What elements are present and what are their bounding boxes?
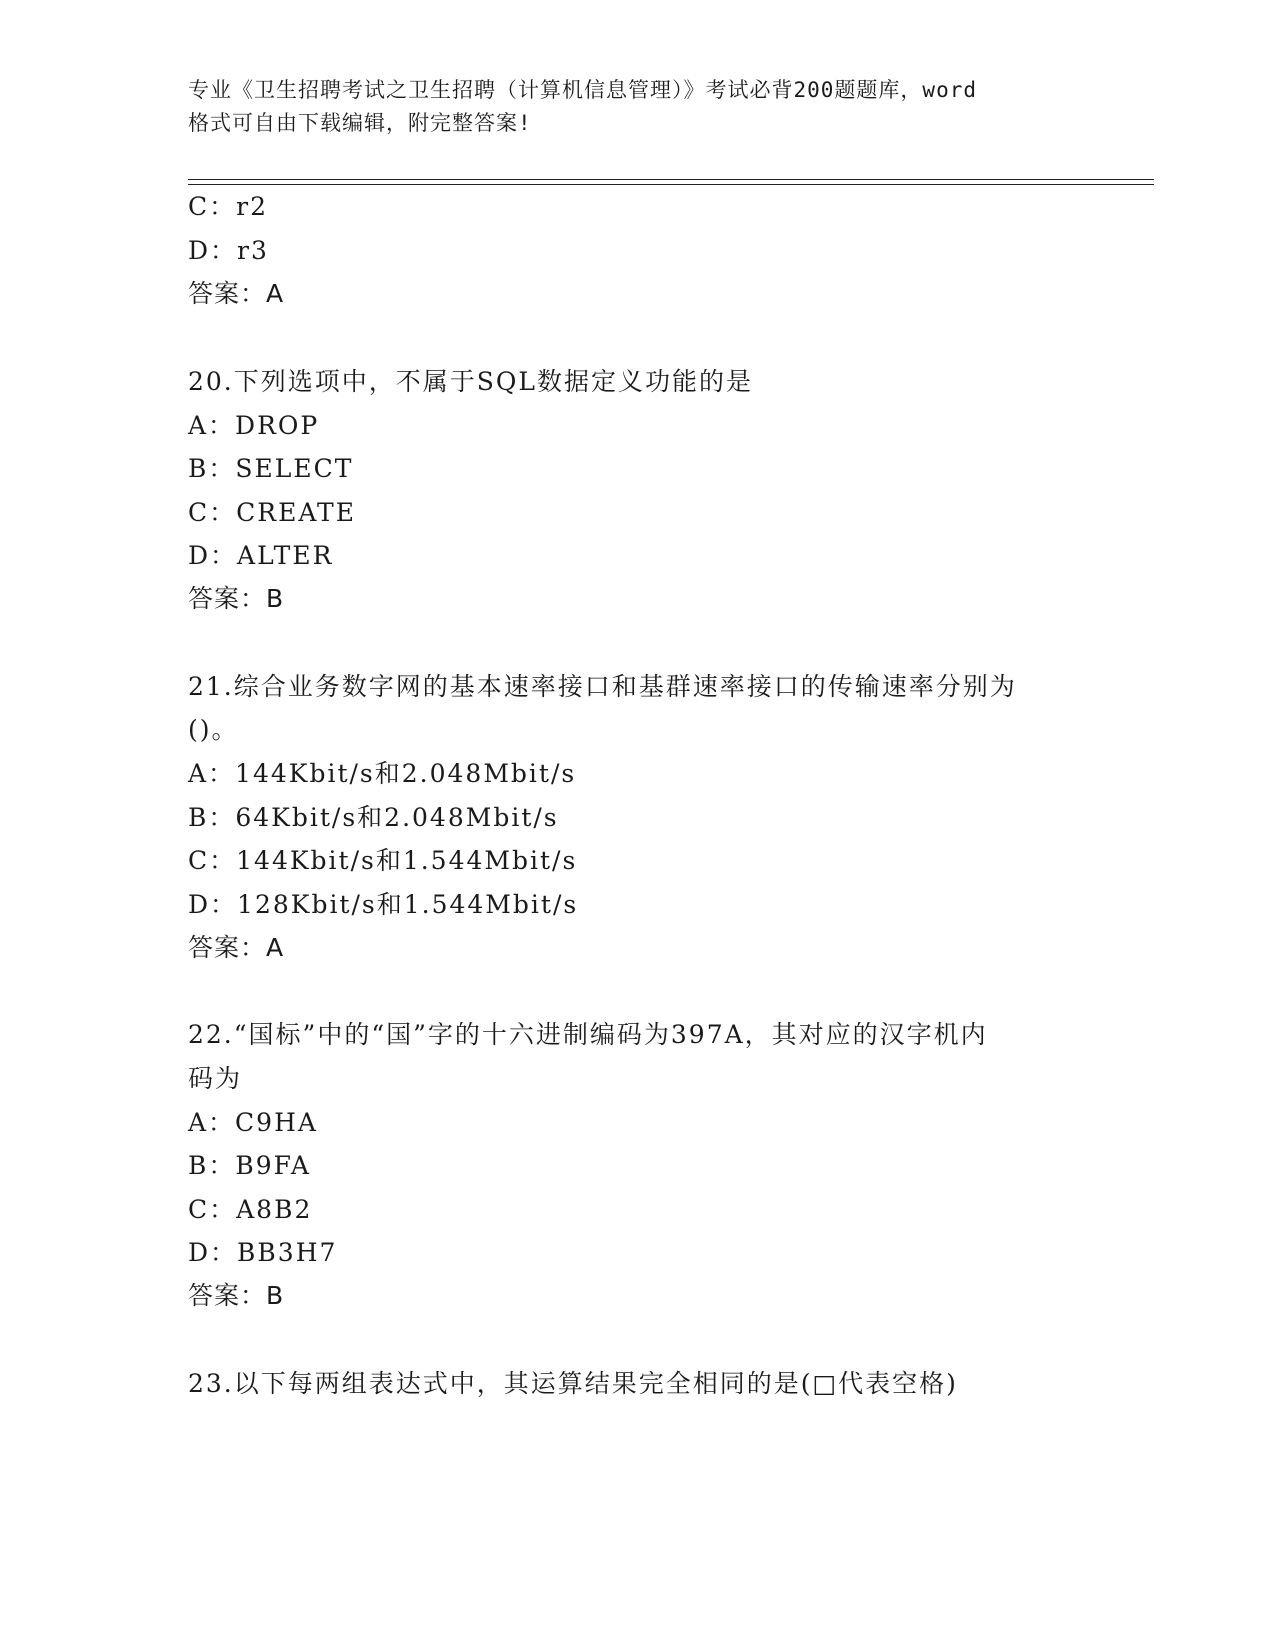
q20-option-b: B：SELECT <box>188 454 354 483</box>
q22-option-d: D：BB3H7 <box>188 1238 338 1267</box>
q20-option-a: A：DROP <box>188 411 320 440</box>
header-divider-top <box>188 179 1154 180</box>
question-21-line-2: ()。 <box>188 715 239 744</box>
option-d: D：r3 <box>188 236 269 265</box>
q21-option-d: D：128Kbit/s和1.544Mbit/s <box>188 890 579 919</box>
question-20: 20.下列选项中，不属于SQL数据定义功能的是 <box>188 367 753 396</box>
header-line-1: 专业《卫生招聘考试之卫生招聘（计算机信息管理）》考试必背200题题库，word <box>188 78 977 102</box>
header-line-2: 格式可自由下载编辑，附完整答案! <box>188 111 532 135</box>
q22-option-c: C：A8B2 <box>188 1195 313 1224</box>
q20-option-d: D：ALTER <box>188 541 334 570</box>
question-23: 23.以下每两组表达式中，其运算结果完全相同的是(□代表空格) <box>188 1369 958 1398</box>
q20-answer: 答案：B <box>188 584 285 613</box>
answer: 答案：A <box>188 279 285 308</box>
q21-answer: 答案：A <box>188 933 285 962</box>
q21-option-b: B：64Kbit/s和2.048Mbit/s <box>188 803 559 832</box>
question-22-line-2: 码为 <box>188 1064 243 1093</box>
document-header <box>188 74 1088 140</box>
q21-option-a: A：144Kbit/s和2.048Mbit/s <box>188 759 577 788</box>
option-c: C：r2 <box>188 192 268 221</box>
question-21-line-1: 21.综合业务数字网的基本速率接口和基群速率接口的传输速率分别为 <box>188 672 1017 701</box>
question-22-line-1: 22.“国标”中的“国”字的十六进制编码为397A，其对应的汉字机内 <box>188 1020 988 1049</box>
q21-option-c: C：144Kbit/s和1.544Mbit/s <box>188 846 578 875</box>
q22-answer: 答案：B <box>188 1281 285 1310</box>
q22-option-a: A：C9HA <box>188 1108 318 1137</box>
q22-option-b: B：B9FA <box>188 1151 311 1180</box>
header-divider-bottom <box>188 184 1154 185</box>
q20-option-c: C：CREATE <box>188 498 356 527</box>
